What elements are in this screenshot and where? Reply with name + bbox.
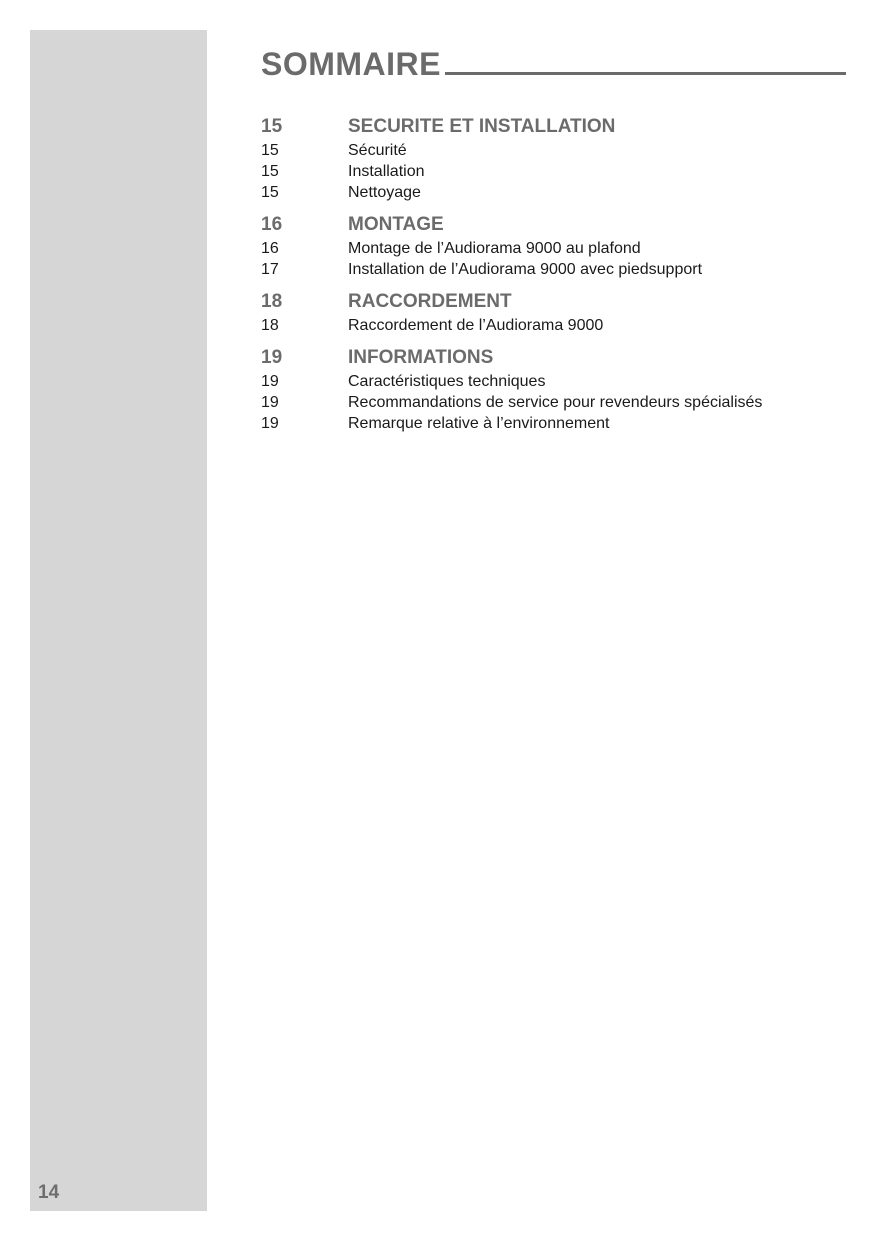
- toc-entry-label: Montage de l’Audiorama 9000 au plafond: [348, 240, 641, 257]
- page-number: 14: [38, 1182, 60, 1203]
- toc-entry[interactable]: [261, 371, 846, 392]
- toc-entry[interactable]: [261, 182, 846, 203]
- toc-section-title: RACCORDEMENT: [348, 291, 512, 312]
- toc-section-heading[interactable]: [261, 114, 846, 140]
- toc-section-page: 16: [261, 214, 283, 235]
- page-title: SOMMAIRE: [261, 46, 441, 82]
- toc-entry-page: 18: [261, 317, 279, 334]
- toc-section-montage: [261, 212, 846, 280]
- toc-entry-label: Raccordement de l’Audiorama 9000: [348, 317, 604, 334]
- toc-entry[interactable]: [261, 238, 846, 259]
- toc-section-informations: [261, 345, 846, 434]
- toc-entry[interactable]: [261, 413, 846, 434]
- toc-entry[interactable]: [261, 259, 846, 280]
- toc-section-title: SECURITE ET INSTALLATION: [348, 116, 616, 137]
- toc-entry-label: Caractéristiques techniques: [348, 373, 546, 390]
- toc-section-title: INFORMATIONS: [348, 347, 494, 368]
- toc-entry-page: 19: [261, 415, 279, 432]
- toc-section-raccordement: [261, 289, 846, 336]
- toc-entry[interactable]: [261, 392, 846, 413]
- toc-entry-page: 16: [261, 240, 279, 257]
- table-of-contents: [261, 114, 846, 443]
- toc-section-heading[interactable]: [261, 289, 846, 315]
- toc-entry[interactable]: [261, 140, 846, 161]
- toc-entry-label: Sécurité: [348, 142, 407, 159]
- toc-section-heading[interactable]: [261, 345, 846, 371]
- toc-section-securite: [261, 114, 846, 203]
- toc-entry-label: Nettoyage: [348, 184, 421, 201]
- toc-entry-label: Recommandations de service pour revendeurs spécialisés: [348, 394, 763, 411]
- toc-section-heading[interactable]: [261, 212, 846, 238]
- toc-section-page: 19: [261, 347, 283, 368]
- toc-entry-page: 15: [261, 184, 279, 201]
- title-rule: [445, 72, 846, 75]
- toc-entry-page: 17: [261, 261, 279, 278]
- sidebar-panel: [30, 30, 207, 1211]
- toc-entry-page: 15: [261, 163, 279, 180]
- toc-entry-page: 19: [261, 394, 279, 411]
- header: [261, 42, 846, 82]
- toc-entry[interactable]: [261, 161, 846, 182]
- toc-entry-label: Installation: [348, 163, 425, 180]
- toc-entry-label: Installation de l’Audiorama 9000 avec piedsupport: [348, 261, 703, 278]
- toc-entry-page: 15: [261, 142, 279, 159]
- toc-entry[interactable]: [261, 315, 846, 336]
- toc-section-page: 18: [261, 291, 283, 312]
- toc-section-page: 15: [261, 116, 283, 137]
- toc-entry-page: 19: [261, 373, 279, 390]
- toc-entry-label: Remarque relative à l’environnement: [348, 415, 610, 432]
- toc-section-title: MONTAGE: [348, 214, 444, 235]
